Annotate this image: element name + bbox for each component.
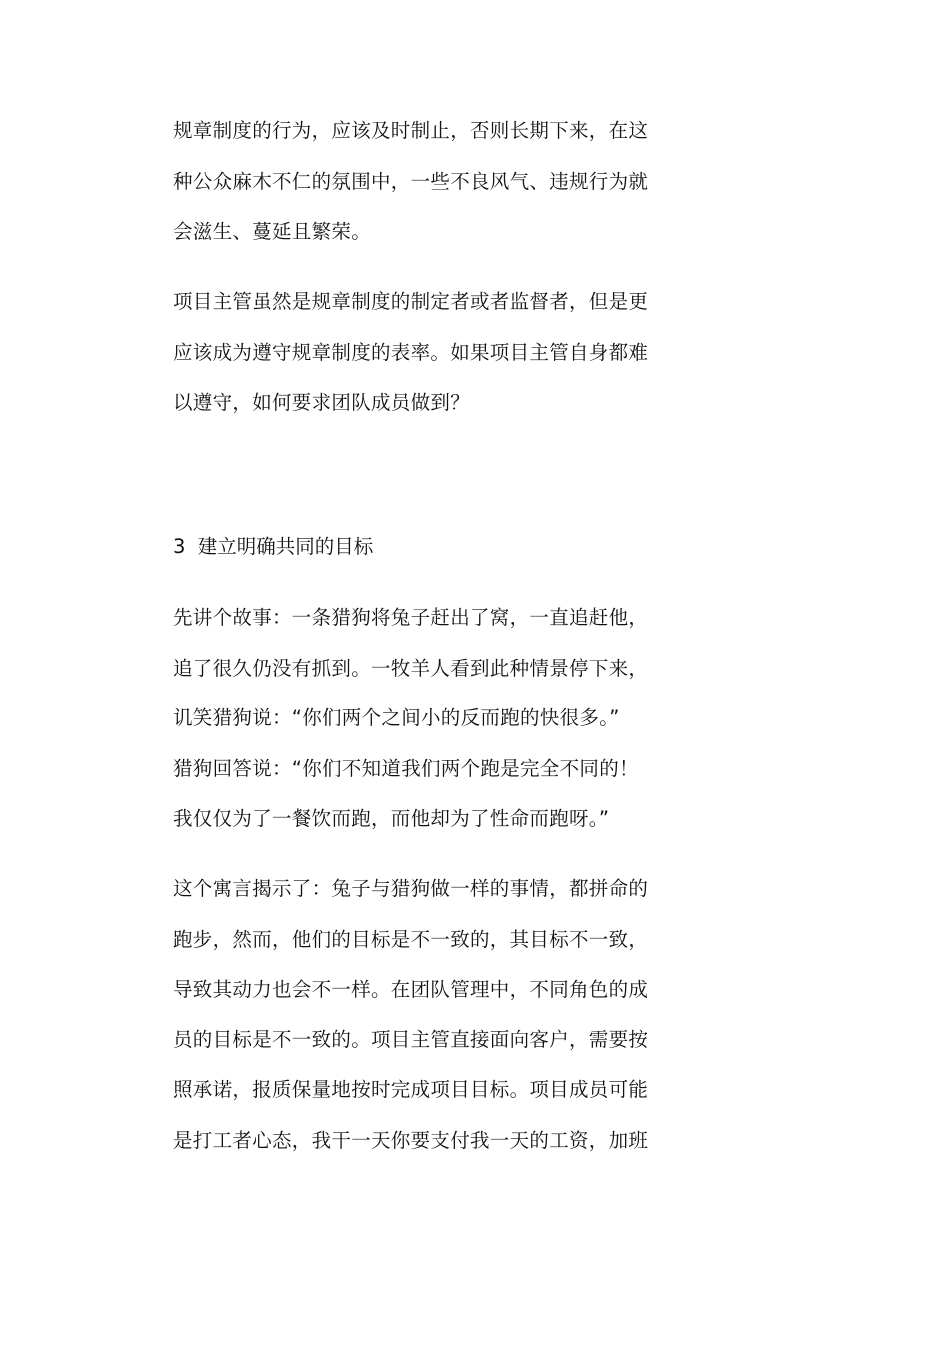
text-line: 跑步，然而，他们的目标是不一致的，其目标不一致， bbox=[173, 928, 649, 951]
text-line: 照承诺，报质保量地按时完成项目目标。项目成员可能 bbox=[173, 1078, 649, 1101]
text-line: 猎狗回答说：“你们不知道我们两个跑是完全不同的！ bbox=[173, 757, 639, 780]
text-line: 导致其动力也会不一样。在团队管理中，不同角色的成 bbox=[173, 978, 649, 1001]
text-line: 先讲个故事：一条猎狗将兔子赶出了窝，一直追赶他， bbox=[173, 606, 649, 629]
text-line: 我仅仅为了一餐饮而跑，而他却为了性命而跑呀。” bbox=[173, 807, 610, 830]
text-line: 这个寓言揭示了：兔子与猎狗做一样的事情，都拼命的 bbox=[173, 877, 649, 900]
text-line: 追了很久仍没有抓到。一牧羊人看到此种情景停下来， bbox=[173, 657, 649, 680]
text-line: 以遵守，如何要求团队成员做到？ bbox=[173, 391, 471, 414]
text-line: 种公众麻木不仁的氛围中，一些不良风气、违规行为就 bbox=[173, 170, 649, 193]
text-line: 讥笑猎狗说：“你们两个之间小的反而跑的快很多。” bbox=[173, 706, 620, 729]
text-line: 规章制度的行为，应该及时制止，否则长期下来，在这 bbox=[173, 119, 649, 142]
section-heading: 3 建立明确共同的目标 bbox=[173, 535, 374, 558]
text-line: 是打工者心态，我干一天你要支付我一天的工资，加班 bbox=[173, 1129, 649, 1152]
text-line: 项目主管虽然是规章制度的制定者或者监督者，但是更 bbox=[173, 290, 649, 313]
text-line: 员的目标是不一致的。项目主管直接面向客户，需要按 bbox=[173, 1028, 649, 1051]
text-line: 会滋生、蔓延且繁荣。 bbox=[173, 220, 372, 243]
text-line: 应该成为遵守规章制度的表率。如果项目主管自身都难 bbox=[173, 341, 649, 364]
